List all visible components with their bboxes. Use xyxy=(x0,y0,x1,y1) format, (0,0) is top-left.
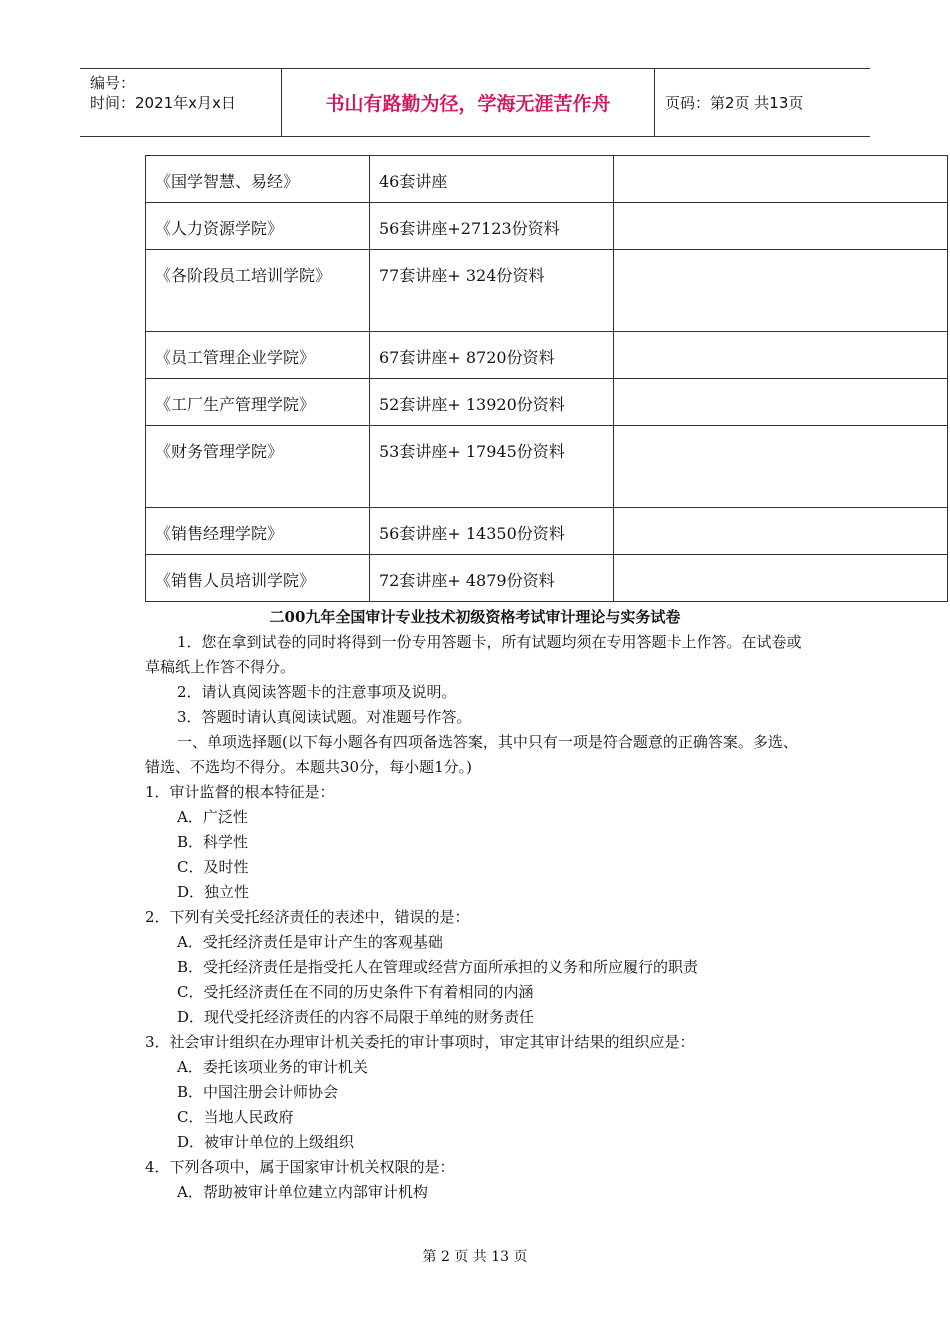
course-note-cell xyxy=(614,250,948,332)
page-footer: 第 2 页 共 13 页 xyxy=(422,1249,528,1265)
table-row xyxy=(146,508,948,555)
course-content-cell: 56套讲座+27123份资料 xyxy=(370,203,614,250)
course-content-cell: 67套讲座+ 8720份资料 xyxy=(370,332,614,379)
instruction-1: 1．您在拿到试卷的同时将得到一份专用答题卡，所有试题均须在专用答题卡上作答。在试卷或草稿纸上作答不得分。 xyxy=(145,633,802,676)
question-option: D．现代受托经济责任的内容不局限于单纯的财务责任 xyxy=(177,1008,535,1026)
instruction-2: 2．请认真阅读答题卡的注意事项及说明。 xyxy=(177,683,457,701)
table-row xyxy=(146,332,948,379)
course-name-cell: 《人力资源学院》 xyxy=(146,203,370,250)
document-date: 时间：2021年x月x日 xyxy=(90,94,236,112)
question-option: A．广泛性 xyxy=(177,808,248,826)
resource-table xyxy=(145,155,948,602)
course-name-cell: 《员工管理企业学院》 xyxy=(146,332,370,379)
table-row xyxy=(146,555,948,602)
question-option: B．受托经济责任是指受托人在管理或经营方面所承担的义务和所应履行的职责 xyxy=(177,958,699,976)
table-row xyxy=(146,379,948,426)
course-content-cell: 56套讲座+ 14350份资料 xyxy=(370,508,614,555)
exam-title: 二00九年全国审计专业技术初级资格考试审计理论与实务试卷 xyxy=(269,608,681,626)
table-row xyxy=(146,426,948,508)
course-content-cell: 52套讲座+ 13920份资料 xyxy=(370,379,614,426)
table-row xyxy=(146,250,948,332)
header-motto: 书山有路勤为径，学海无涯苦作舟 xyxy=(281,69,655,136)
course-name-cell: 《各阶段员工培训学院》 xyxy=(146,250,370,332)
course-note-cell xyxy=(614,508,948,555)
course-name-cell: 《国学智慧、易经》 xyxy=(146,156,370,203)
course-content-cell: 72套讲座+ 4879份资料 xyxy=(370,555,614,602)
question-option: A．帮助被审计单位建立内部审计机构 xyxy=(177,1183,428,1201)
question-list xyxy=(145,780,805,1205)
header-page-info: 页码：第2页 共13页 xyxy=(665,94,804,112)
question-option: C．及时性 xyxy=(177,858,249,876)
document-number-label: 编号： xyxy=(90,74,136,92)
instruction-3: 3．答题时请认真阅读试题。对准题号作答。 xyxy=(177,708,472,726)
question-option: D．被审计单位的上级组织 xyxy=(177,1133,355,1151)
course-name-cell: 《财务管理学院》 xyxy=(146,426,370,508)
table-row xyxy=(146,203,948,250)
course-content-cell: 46套讲座 xyxy=(370,156,614,203)
course-note-cell xyxy=(614,203,948,250)
question-stem: 4．下列各项中，属于国家审计机关权限的是： xyxy=(145,1158,455,1176)
course-note-cell xyxy=(614,332,948,379)
page-header xyxy=(80,68,870,137)
question-stem: 2．下列有关受托经济责任的表述中，错误的是： xyxy=(145,908,470,926)
course-note-cell xyxy=(614,156,948,203)
question-stem: 3．社会审计组织在办理审计机关委托的审计事项时，审定其审计结果的组织应是： xyxy=(145,1033,695,1051)
course-name-cell: 《销售经理学院》 xyxy=(146,508,370,555)
course-note-cell xyxy=(614,379,948,426)
question-option: B．科学性 xyxy=(177,833,249,851)
table-row xyxy=(146,156,948,203)
course-note-cell xyxy=(614,426,948,508)
question-option: A．受托经济责任是审计产生的客观基础 xyxy=(177,933,443,951)
course-name-cell: 《工厂生产管理学院》 xyxy=(146,379,370,426)
header-meta xyxy=(80,69,281,136)
question-option: D．独立性 xyxy=(177,883,250,901)
course-note-cell xyxy=(614,555,948,602)
course-name-cell: 《销售人员培训学院》 xyxy=(146,555,370,602)
question-option: A．委托该项业务的审计机关 xyxy=(177,1058,368,1076)
exam-content xyxy=(145,605,805,1205)
question-option: C．受托经济责任在不同的历史条件下有着相同的内涵 xyxy=(177,983,534,1001)
question-option: B．中国注册会计师协会 xyxy=(177,1083,339,1101)
question-stem: 1．审计监督的根本特征是： xyxy=(145,783,335,801)
course-content-cell: 53套讲座+ 17945份资料 xyxy=(370,426,614,508)
section-heading: 一、单项选择题(以下每小题各有四项备选答案，其中只有一项是符合题意的正确答案。多选、错选、不选均不得分。本题共30分，每小题1分。) xyxy=(145,733,798,776)
question-option: C．当地人民政府 xyxy=(177,1108,294,1126)
course-content-cell: 77套讲座+ 324份资料 xyxy=(370,250,614,332)
